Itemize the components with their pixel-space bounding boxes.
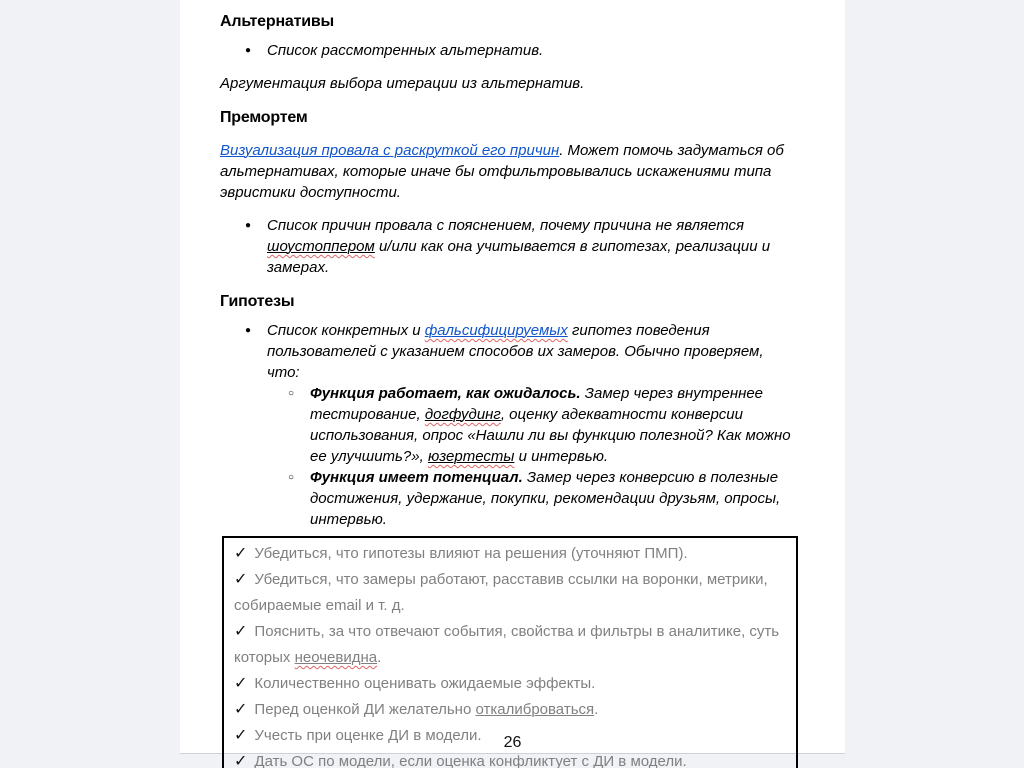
- checklist-item: ✓ Убедиться, что гипотезы влияют на решения (уточняют ПМП).: [234, 545, 688, 562]
- checkmark-icon: ✓: [234, 753, 248, 768]
- text-span: [425, 406, 501, 423]
- text-span: [295, 649, 378, 666]
- checklist-item: ✓ Пояснить, за что отвечают события, свойства и фильтры в аналитике, суть которых неочевидна.: [234, 623, 780, 666]
- text-span: Замер через внутреннее тестирование,: [310, 385, 764, 423]
- circle-bullet-icon: ○: [288, 388, 295, 399]
- checklist-item: ✓ Дать ОС по модели, если оценка конфликтует с ДИ в модели.: [234, 753, 687, 768]
- text-span: [428, 448, 514, 465]
- checkmark-icon: ✓: [234, 571, 248, 588]
- list-item: [220, 40, 792, 61]
- text-span: , оценку адекватности конверсии использования, опрос «Нашли ли вы функцию полезной? Как можно ее улучшить?»,: [310, 406, 791, 465]
- document-content: [180, 0, 845, 768]
- text-span: и интервью.: [514, 448, 609, 465]
- checkmark-icon: ✓: [234, 545, 248, 562]
- text-span: Функция работает, как ожидалось.: [310, 385, 581, 402]
- text-span: юзертесты: [427, 448, 515, 465]
- paragraph: [220, 140, 792, 203]
- text-span: догфудинг: [424, 406, 501, 423]
- bullet-icon: ●: [245, 325, 252, 336]
- text-span: [267, 238, 375, 255]
- inline-link[interactable]: Визуализация провала с раскруткой его причин: [220, 142, 560, 159]
- checklist-item: ✓ Убедиться, что замеры работают, расставив ссылки на воронки, метрики, собираемые email и т. д.: [234, 571, 768, 614]
- list-item-text: [267, 40, 792, 61]
- text-span: Функция имеет потенциал.: [310, 469, 523, 486]
- text-span: [425, 406, 501, 423]
- checkmark-icon: ✓: [234, 623, 248, 640]
- text-span: фальсифицируемых: [424, 322, 568, 339]
- page-number: 26: [503, 734, 522, 751]
- bullet-icon: ●: [245, 45, 252, 56]
- bullet-icon: ●: [245, 220, 252, 231]
- text-span: Список рассмотренных альтернатив.: [267, 42, 544, 59]
- list-item: [220, 320, 792, 383]
- checkmark-icon: ✓: [234, 675, 248, 692]
- text-span: . Может помочь задуматься об альтернативах, которые иначе бы отфильтровывались искажениями типа эвристики доступности.: [220, 142, 784, 201]
- text-span: [428, 448, 514, 465]
- document-page: [180, 0, 845, 768]
- list-item-text: [310, 383, 792, 467]
- text-span: шоустоппером: [267, 238, 375, 255]
- text-span: Список конкретных и: [267, 322, 425, 339]
- text-span: [425, 322, 568, 339]
- text-span: и/или как она учитывается в гипотезах, реализации и замерах.: [267, 238, 771, 276]
- list-item: [220, 215, 792, 278]
- section-heading: Гипотезы: [220, 293, 295, 310]
- checklist-item: ✓ Перед оценкой ДИ желательно откалиброваться.: [234, 701, 599, 718]
- list-item: [220, 467, 792, 530]
- checklist-item: ✓ Количественно оценивать ожидаемые эффекты.: [234, 675, 596, 692]
- text-span: Замер через конверсию в полезные достижения, удержание, покупки, рекомендации друзьям, опросы, интервью.: [310, 469, 781, 528]
- text-span: [267, 238, 375, 255]
- paragraph: [220, 73, 792, 94]
- text-span: гипотез поведения пользователей с указанием способов их замеров. Обычно проверяем, что:: [267, 322, 764, 381]
- list-item-text: [310, 467, 792, 530]
- checklist-item: ✓ Учесть при оценке ДИ в модели.: [234, 727, 482, 744]
- text-span: неочевидна: [294, 649, 378, 666]
- checkmark-icon: ✓: [234, 701, 248, 718]
- inline-link[interactable]: [425, 322, 568, 339]
- text-span: Список причин провала с пояснением, почему причина не является: [267, 217, 745, 234]
- text-span: [220, 142, 559, 159]
- circle-bullet-icon: ○: [288, 472, 295, 483]
- text-span: Аргументация выбора итерации из альтернатив.: [220, 75, 585, 92]
- section-heading: Альтернативы: [220, 13, 334, 30]
- checkmark-icon: ✓: [234, 727, 248, 744]
- text-span: откалиброваться: [475, 701, 595, 718]
- section-heading: Премортем: [220, 109, 308, 126]
- list-item: [220, 383, 792, 467]
- list-item-text: [267, 320, 792, 383]
- list-item-text: [267, 215, 792, 278]
